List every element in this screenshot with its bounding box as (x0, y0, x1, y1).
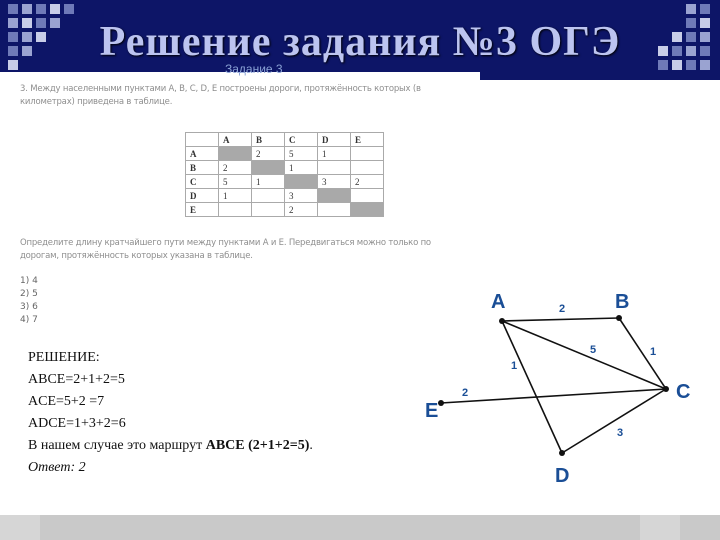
node-c-dot (663, 386, 669, 392)
node-d-label: D (555, 465, 570, 487)
table-cell: 1 (252, 175, 285, 189)
solution-box (20, 330, 412, 492)
table-cell: 2 (285, 203, 318, 217)
table-cell: 2 (252, 147, 285, 161)
node-a-dot (499, 318, 505, 324)
table-cell (219, 147, 252, 161)
table-cell: 5 (219, 175, 252, 189)
table-cell: 5 (285, 147, 318, 161)
table-cell (351, 189, 384, 203)
node-a-label: A (491, 291, 506, 313)
table-header-row (186, 133, 384, 147)
solution-answer: Ответ: 2 (28, 460, 86, 475)
table-cell: 3 (285, 189, 318, 203)
table-cell: D (318, 133, 351, 147)
node-e-dot (438, 400, 444, 406)
table-cell: E (351, 133, 384, 147)
table-cell: 2 (351, 175, 384, 189)
table-row (186, 189, 384, 203)
table-cell: 1 (219, 189, 252, 203)
node-e-label: E (425, 400, 439, 422)
table-cell (351, 161, 384, 175)
decor-tile (686, 4, 696, 14)
table-cell: 1 (318, 147, 351, 161)
solution-conclusion (28, 438, 313, 454)
table-row (186, 161, 384, 175)
table-cell (318, 161, 351, 175)
task-heading: Задание 3 (225, 62, 283, 76)
edge-a-c (502, 321, 666, 389)
table-cell: 2 (219, 161, 252, 175)
table-cell: C (285, 133, 318, 147)
table-cell (186, 133, 219, 147)
table-cell: D (186, 189, 219, 203)
task-text-line: 3. Между населенными пунктами A, B, C, D, E построены дороги, протяжённость которых (в (20, 84, 421, 94)
edge-a-d (502, 321, 562, 453)
decor-tile (36, 4, 46, 14)
weight-a-c: 5 (590, 344, 597, 356)
table-cell (351, 203, 384, 217)
weight-e-c: 2 (462, 387, 469, 399)
table-cell (318, 203, 351, 217)
task-text-line: Определите длину кратчайшего пути между пунктами A и E. Передвигаться можно только по (20, 238, 431, 248)
decor-tile (64, 4, 74, 14)
decor-tile (50, 4, 60, 14)
solution-line: ADCE=1+3+2=6 (28, 416, 126, 431)
answer-option: 2) 5 (20, 289, 38, 299)
solution-line: ABCE=2+1+2=5 (28, 372, 125, 387)
node-d-dot (559, 450, 565, 456)
answer-option: 1) 4 (20, 276, 38, 286)
table-cell: C (186, 175, 219, 189)
node-b-dot (616, 315, 622, 321)
node-b-label: B (615, 291, 630, 313)
task-text-line: километрах) приведена в таблице. (20, 97, 173, 107)
table-cell (252, 189, 285, 203)
weight-a-b: 2 (559, 303, 566, 315)
slide-header (0, 0, 720, 80)
task-document (0, 62, 480, 332)
table-cell (351, 147, 384, 161)
table-cell (219, 203, 252, 217)
table-cell (285, 175, 318, 189)
solution-heading: РЕШЕНИЕ: (28, 350, 100, 365)
table-row (186, 147, 384, 161)
table-cell: B (186, 161, 219, 175)
table-cell (252, 203, 285, 217)
decor-tile (8, 4, 18, 14)
table-row (186, 203, 384, 217)
footer-decor (640, 515, 680, 540)
table-row (186, 175, 384, 189)
graph-panel (415, 285, 700, 492)
footer-decor (0, 515, 40, 540)
edge-d-c (562, 389, 666, 453)
conclusion-end: . (309, 438, 313, 453)
edge-a-b (502, 318, 619, 321)
weight-b-c: 1 (650, 346, 657, 358)
table-cell: 3 (318, 175, 351, 189)
table-cell: B (252, 133, 285, 147)
answer-option: 4) 7 (20, 315, 38, 325)
decor-tile (700, 4, 710, 14)
answer-option: 3) 6 (20, 302, 38, 312)
slide-title: Решение задания №3 ОГЭ (99, 19, 621, 65)
table-cell: E (186, 203, 219, 217)
table-cell (318, 189, 351, 203)
weight-d-c: 3 (617, 427, 624, 439)
table-cell (252, 161, 285, 175)
slide-footer (0, 515, 720, 540)
solution-line: ACE=5+2 =7 (28, 394, 105, 409)
edge-b-c (619, 318, 666, 389)
weight-a-d: 1 (511, 360, 518, 372)
task-text-line: дорогам, протяжённость которых указана в таблице. (20, 251, 253, 261)
conclusion-text: В нашем случае это маршрут (28, 438, 206, 453)
conclusion-route: ABCE (2+1+2=5) (205, 438, 310, 453)
distance-table (185, 132, 384, 217)
decor-tile (22, 4, 32, 14)
table-cell: 1 (285, 161, 318, 175)
road-graph (415, 285, 700, 492)
table-cell: A (186, 147, 219, 161)
node-c-label: C (676, 381, 691, 403)
edge-e-c (441, 389, 666, 403)
table-cell: A (219, 133, 252, 147)
